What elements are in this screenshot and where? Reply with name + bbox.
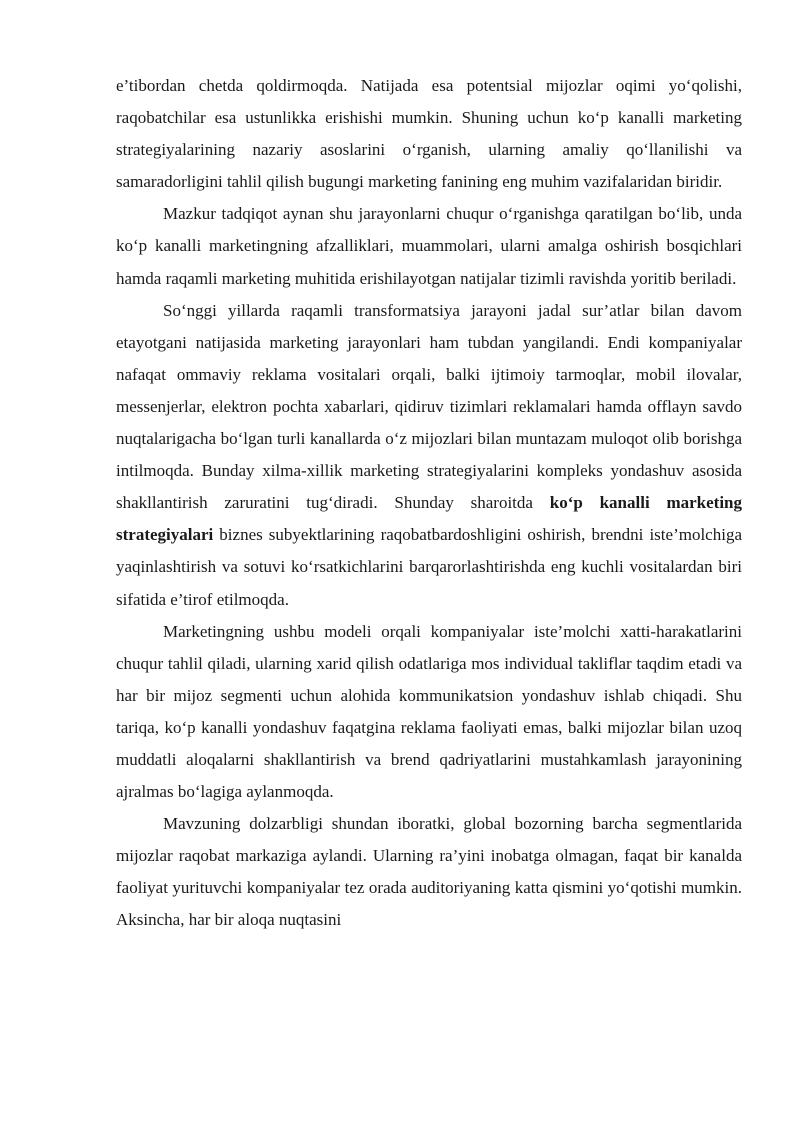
paragraph-text: Mazkur tadqiqot aynan shu jarayonlarni chuqur o‘rganishga qaratilgan bo‘lib, unda ko‘p kanalli marketingning afzalliklari, muammolari, ularni amalga oshirish bosqichlari hamda raqamli marketing muhitida erishilayotgan natijalar tizimli ravishda yoritib beriladi.: [116, 204, 742, 288]
paragraph: [116, 616, 742, 809]
paragraph: [116, 808, 742, 936]
paragraph: [116, 295, 742, 616]
paragraph-text: biznes subyektlarining raqobatbardoshligini oshirish, brendni iste’molchiga yaqinlashtirish va sotuvi ko‘rsatkichlarini barqarorlashtirishda eng kuchli vositalardan biri sifatida e’tirof etilmoqda.: [116, 525, 742, 609]
paragraph: [116, 70, 742, 198]
paragraph-text: e’tibordan chetda qoldirmoqda. Natijada esa potentsial mijozlar oqimi yo‘qolishi, raqobatchilar esa ustunlikka erishishi mumkin. Shuning uchun ko‘p kanalli marketing strategiyalarining nazariy asoslarini o‘rganish, ularning amaliy qo‘llanilishi va samaradorligini tahlil qilish bugungi marketing fanining eng muhim vazifalaridan biridir.: [116, 76, 742, 192]
paragraph-text: Mavzuning dolzarbligi shundan iboratki, global bozorning barcha segmentlarida mijozlar raqobat markaziga aylandi. Ularning ra’yini inobatga olmagan, faqat bir kanalda faoliyat yurituvchi kompaniyalar tez orada auditoriyaning katta qismini yo‘qotishi mumkin. Aksincha, har bir aloqa nuqtasini: [116, 814, 742, 930]
paragraph: [116, 198, 742, 294]
bold-term: ko‘p kanalli marketing strategiyalari: [116, 493, 742, 545]
paragraph-text: So‘nggi yillarda raqamli transformatsiya jarayoni jadal sur’atlar bilan davom etayotgani natijasida marketing jarayonlari ham tubdan yangilandi. Endi kompaniyalar nafaqat ommaviy reklama vositalari orqali, balki ijtimoiy tarmoqlar, mobil ilovalar, messenjerlar, elektron pochta xabarlari, qidiruv tizimlari reklamalari hamda offlayn savdo nuqtalarigacha bo‘lgan turli kanallarda o‘z mijozlari bilan muntazam muloqot olib borishga intilmoqda. Bunday xilma-xillik marketing strategiyalarini kompleks yondashuv asosida shakllantirish zaruratini tug‘diradi. Shunday sharoitda: [116, 300, 742, 513]
paragraph-text: Marketingning ushbu modeli orqali kompaniyalar iste’molchi xatti-harakatlarini chuqur tahlil qiladi, ularning xarid qilish odatlariga mos individual takliflar taqdim etadi va har bir mijoz segmenti uchun alohida kommunikatsion yondashuv ishlab chiqadi. Shu tariqa, ko‘p kanalli yondashuv faqatgina reklama faoliyati emas, balki mijozlar bilan uzoq muddatli aloqalarni shakllantirish va brend qadriyatlarini mustahkamlash jarayonining ajralmas bo‘lagiga aylanmoqda.: [116, 621, 742, 802]
document-page: [116, 70, 742, 937]
